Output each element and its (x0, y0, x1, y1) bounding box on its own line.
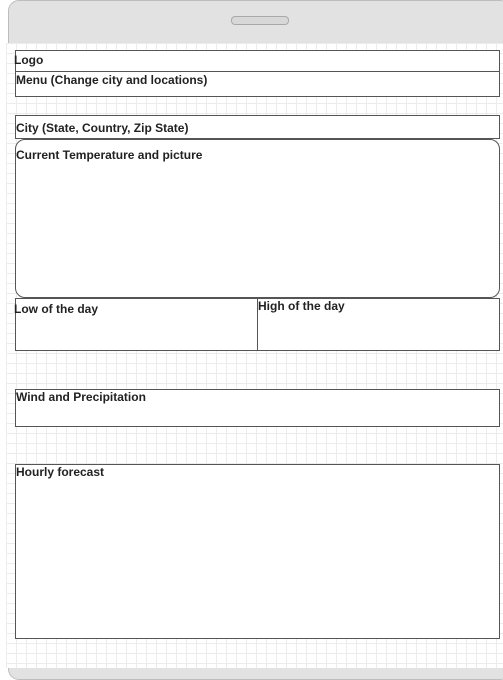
wind-precipitation-box (15, 389, 500, 427)
high-of-day-box (257, 298, 500, 351)
hourly-forecast-box (15, 464, 500, 639)
current-temperature-box (15, 139, 500, 298)
current-temperature-label: Current Temperature and picture (16, 148, 203, 162)
low-of-day-label: Low of the day (14, 302, 98, 316)
wind-precipitation-label: Wind and Precipitation (16, 390, 146, 404)
hourly-forecast-label: Hourly forecast (16, 465, 105, 479)
wireframe-canvas (6, 43, 503, 668)
speaker-slot (231, 16, 289, 25)
low-of-day-box (15, 298, 258, 351)
logo-box (15, 50, 500, 72)
menu-box[interactable] (15, 71, 500, 97)
city-label: City (State, Country, Zip State) (16, 121, 189, 135)
logo-label: Logo (14, 53, 44, 67)
high-of-day-label: High of the day (258, 299, 345, 313)
menu-label: Menu (Change city and locations) (16, 73, 208, 87)
city-box (15, 115, 500, 139)
